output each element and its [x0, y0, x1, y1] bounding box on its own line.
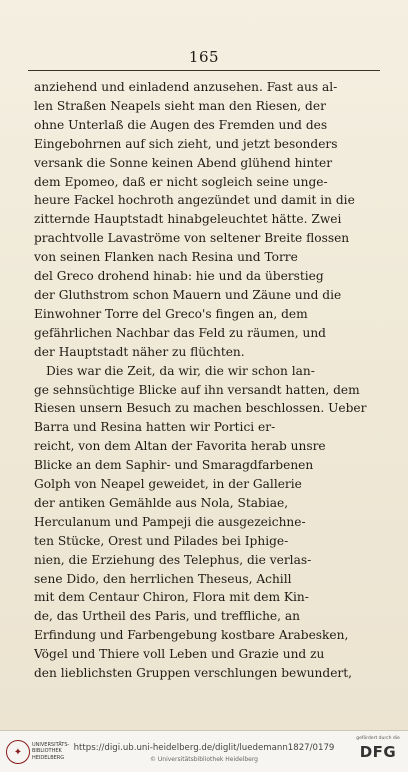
text-line: versank die Sonne keinen Abend glühend hinter	[34, 155, 333, 170]
viewer-footer	[0, 731, 408, 772]
library-logo-text: UNIVERSITÄTS-BIBLIOTHEK HEIDELBERG	[32, 742, 70, 761]
text-line: heure Fackel hochroth angezündet und damit in die	[34, 193, 355, 208]
text-line: Eingebohrnen auf sich zieht, und jetzt besonders	[34, 136, 338, 151]
library-seal-icon: ✦	[6, 740, 30, 764]
funding-note: gefördert durch die	[356, 736, 400, 741]
copyright-notice: © Universitätsbibliothek Heidelberg	[149, 756, 258, 763]
text-line: der antiken Gemählde aus Nola, Stabiae,	[34, 495, 289, 510]
text-line: der Gluthstrom schon Mauern und Zäune und die	[34, 287, 342, 302]
text-line: Barra und Resina hatten wir Portici er-	[34, 420, 276, 435]
dfg-logo[interactable]	[356, 736, 400, 768]
text-line: der Hauptstadt näher zu flüchten.	[34, 344, 245, 359]
body-text	[34, 78, 380, 683]
text-line: Riesen unsern Besuch zu machen beschlossen. Ueber	[34, 401, 367, 416]
text-line: Golph von Neapel geweidet, in der Gallerie	[34, 477, 302, 492]
text-line: len Straßen Neapels sieht man den Riesen, der	[34, 98, 326, 113]
text-line: anziehend und einladend anzusehen. Fast aus al-	[34, 80, 338, 94]
text-line: nien, die Erziehung des Telephus, die verlas-	[34, 552, 312, 567]
text-line: Herculanum und Pampeji die ausgezeichne-	[34, 514, 306, 529]
text-line: Dies war die Zeit, da wir, die wir schon lan-	[46, 363, 315, 378]
text-line: ge sehnsüchtige Blicke auf ihn versandt hatten, dem	[34, 382, 360, 397]
header-rule	[28, 70, 380, 71]
text-line: Vögel und Thiere voll Leben und Grazie und zu	[34, 647, 325, 662]
text-line: Erfindung und Farbengebung kostbare Arabesken,	[34, 628, 349, 643]
page-number: 165	[188, 48, 220, 66]
text-line: gefährlichen Nachbar das Feld zu räumen, und	[34, 325, 326, 340]
text-line: Einwohner Torre del Greco's fingen an, dem	[34, 306, 308, 321]
permalink-url[interactable]: https://digi.ub.uni-heidelberg.de/diglit/luedemann1827/0179	[73, 743, 335, 753]
text-line: zitternde Hauptstadt hinabgeleuchtet hätte. Zwei	[34, 212, 342, 227]
text-line: sene Dido, den herrlichen Theseus, Achill	[34, 571, 292, 586]
text-line: den lieblichsten Gruppen verschlungen bewundert,	[34, 666, 352, 681]
text-line: von seinen Flanken nach Resina und Torre	[34, 250, 298, 265]
text-line: mit dem Centaur Chiron, Flora mit dem Kin-	[34, 590, 309, 605]
text-line: Blicke an dem Saphir- und Smaragdfarbenen	[34, 458, 314, 473]
text-line: de, das Urtheil des Paris, und treffliche, an	[34, 609, 300, 624]
text-line: ten Stücke, Orest und Pilades bei Iphige-	[34, 533, 289, 548]
dfg-logo-text: DFG	[359, 743, 397, 761]
text-line: dem Epomeo, daß er nicht sogleich seine unge-	[34, 174, 328, 189]
text-line: ohne Unterlaß die Augen des Fremden und des	[34, 117, 328, 132]
text-line: prachtvolle Lavaströme von seltener Breite flossen	[34, 231, 350, 246]
text-line: del Greco drohend hinab: hie und da überstieg	[34, 269, 324, 284]
text-line: reicht, von dem Altan der Favorita herab unsre	[34, 439, 326, 454]
